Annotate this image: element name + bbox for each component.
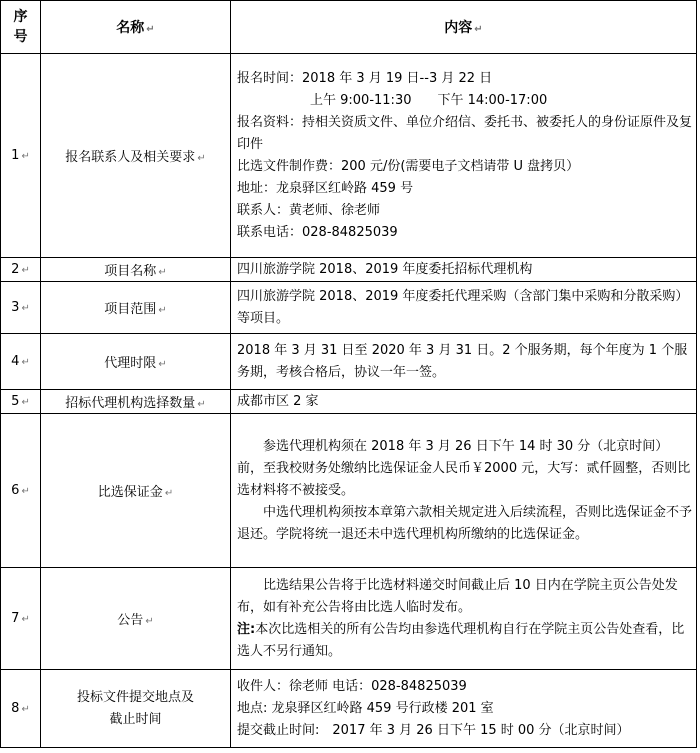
row-name: 公告 ↵ [41, 568, 231, 670]
row-serial: 5 ↵ [1, 390, 41, 414]
row-content [231, 54, 697, 258]
table-row [1, 258, 697, 282]
row-name: 代理时限 ↵ [41, 334, 231, 390]
content-paragraph: 参选代理机构须在 2018 年 3 月 26 日下午 14 时 30 分（北京时间）前，至我校财务处缴纳比选保证金人民币￥2000 元，大写：贰仟圆整，否则比选材料将不被接受。 [237, 438, 691, 498]
content-line: 报名时间：2018 年 3 月 19 日--3 月 22 日 [237, 70, 493, 86]
row-serial: 4 ↵ [1, 334, 41, 390]
row-name: 项目名称 ↵ [41, 258, 231, 282]
content-paragraph: 比选结果公告将于比选材料递交时间截止后 10 日内在学院主页公告处发布，如有补充公告将由比选人临时发布。 [237, 577, 678, 615]
row-content [231, 670, 697, 748]
row-serial: 3 ↵ [1, 282, 41, 334]
table-row [1, 282, 697, 334]
note-text: 本次比选相关的所有公告均由参选代理机构自行在学院主页公告处查看，比选人不另行通知。 [237, 621, 685, 659]
row-content [231, 390, 697, 414]
content-line: 收件人：徐老师 电话：028-84825039 [237, 678, 467, 694]
row-serial: 1 ↵ [1, 54, 41, 258]
content-line: 提交截止时间: 2017 年 3 月 26 日下午 15 时 00 分（北京时间） [237, 722, 630, 738]
row-content [231, 414, 697, 568]
header-serial: 序 号 [1, 1, 41, 54]
row-name: 投标文件提交地点及 截止时间 [41, 670, 231, 748]
content-line: 成都市区 2 家 [237, 393, 319, 409]
header-content: 内容 ↵ [231, 1, 697, 54]
row-content [231, 258, 697, 282]
table-header-row [1, 1, 697, 54]
content-paragraph: 中选代理机构须按本章第六款相关规定进入后续流程，否则比选保证金不予退还。学院将统一退还未中选代理机构所缴纳的比选保证金。 [237, 504, 692, 542]
content-line: 比选文件制作费：200 元/份(需要电子文档请带 U 盘拷贝） [237, 158, 580, 174]
table-row [1, 54, 697, 258]
content-note [237, 619, 692, 663]
row-name: 项目范围 ↵ [41, 282, 231, 334]
content-line: 报名资料：持相关资质文件、单位介绍信、委托书、被委托人的身份证原件及复印件 [237, 114, 692, 152]
content-line: 地址：龙泉驿区红岭路 459 号 [237, 180, 414, 196]
content-line: 联系人：黄老师、徐老师 [237, 202, 381, 218]
row-serial: 7 ↵ [1, 568, 41, 670]
content-line: 上午 9:00-11:30 下午 14:00-17:00 [310, 92, 548, 108]
row-serial: 2 ↵ [1, 258, 41, 282]
row-serial: 8 ↵ [1, 670, 41, 748]
content-line: 联系电话：028-84825039 [237, 224, 398, 240]
content-line: 四川旅游学院 2018、2019 年度委托招标代理机构 [237, 261, 533, 277]
table-row [1, 568, 697, 670]
content-line: 2018 年 3 月 31 日至 2020 年 3 月 31 日。2 个服务期，每个年度为 1 个服务期，考核合格后，协议一年一签。 [237, 342, 688, 380]
row-serial: 6 ↵ [1, 414, 41, 568]
content-line: 地点: 龙泉驿区红岭路 459 号行政楼 201 室 [237, 700, 494, 716]
table-row [1, 334, 697, 390]
table-row [1, 670, 697, 748]
row-content [231, 334, 697, 390]
row-name: 招标代理机构选择数量 ↵ [41, 390, 231, 414]
row-content [231, 568, 697, 670]
row-content [231, 282, 697, 334]
note-lead: 注: [237, 621, 256, 637]
table-row [1, 414, 697, 568]
row-name: 报名联系人及相关要求 ↵ [41, 54, 231, 258]
table-row [1, 390, 697, 414]
row-name: 比选保证金 ↵ [41, 414, 231, 568]
content-line: 四川旅游学院 2018、2019 年度委托代理采购（含部门集中采购和分散采购）等项目。 [237, 288, 689, 326]
header-name: 名称 ↵ [41, 1, 231, 54]
